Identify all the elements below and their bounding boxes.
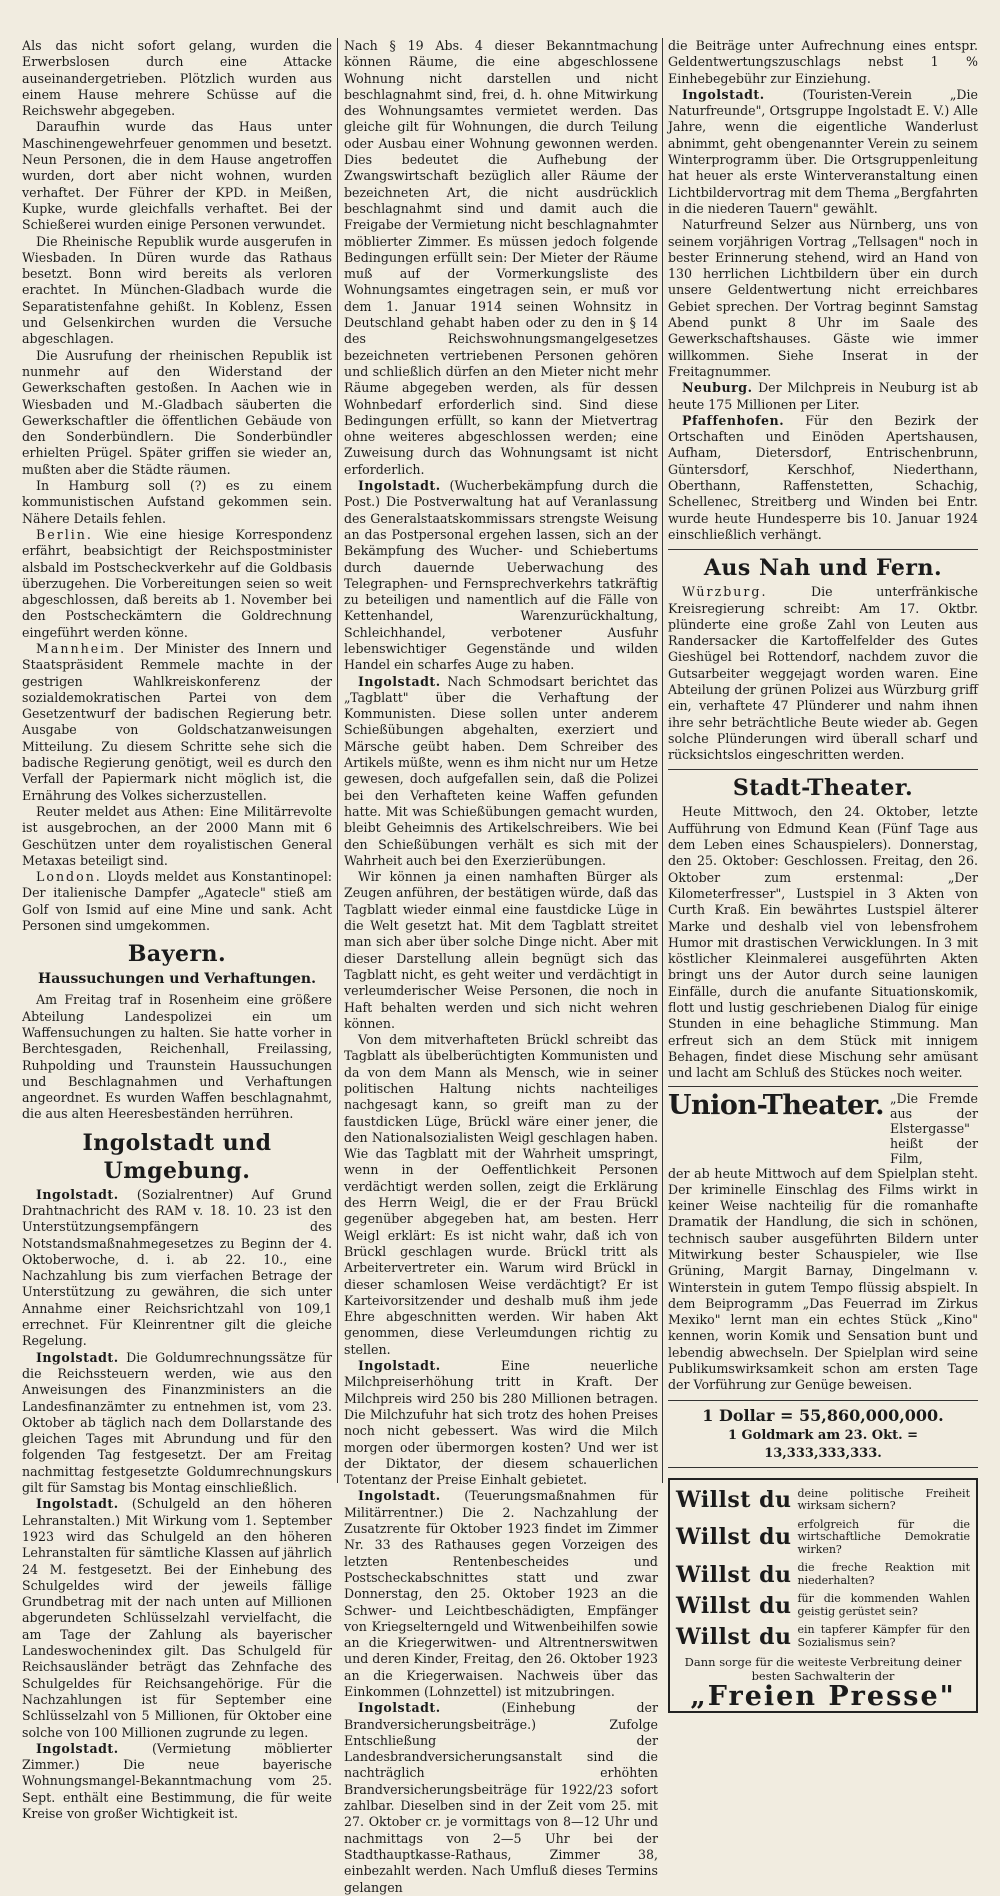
- article-text: Der Milchpreis in Neuburg ist ab heute 175 Millionen per Liter.: [668, 380, 978, 412]
- ad-question: erfolgreich für die wirtschaftliche Demokratie wirken?: [797, 1517, 970, 1556]
- ad-slogan: Willst du: [676, 1623, 792, 1650]
- article-paragraph: Daraufhin wurde das Haus unter Maschinengewehrfeuer genommen und besetzt. Neun Personen, die in dem Hause angetroffen wurden, dort aber nicht wohnen, wurden verhaftet. Der Führer der KPD. in Meißen, Kupke, wurde gleichfalls verhaftet. Bei der Schießerei wurden einige Personen verwundet.: [22, 119, 332, 233]
- ad-row: [676, 1519, 970, 1557]
- section-heading-ingolstadt: Ingolstadt und Umgebung.: [82, 1129, 272, 1184]
- article-text: Die Goldumrechnungssätze für die Reichssteuern werden, wie aus den Anweisungen des Finanzministers an die Landesfinanzämter zu entnehmen ist, vom 23. Oktober ab täglich nach dem Dollarstande des gleichen Tages mit Abrundung und für den folgenden Tag festgesetzt. Der am Freitag nachmittag festgesetzte Goldumrechnungskurs gilt für Samstag bis Montag einschließlich.: [22, 1349, 332, 1496]
- article-paragraph: [22, 869, 332, 934]
- ad-newspaper-name: „Freien Presse": [690, 1681, 956, 1713]
- article-paragraph: [344, 674, 658, 870]
- ad-question: ein tapferer Kämpfer für den Sozialismus sein?: [797, 1623, 970, 1649]
- union-theater-header: [668, 1091, 978, 1166]
- section-subheading: Haussuchungen und Verhaftungen.: [38, 971, 316, 988]
- dateline: Ingolstadt.: [358, 478, 441, 494]
- article-paragraph: Am Freitag traf in Rosenheim eine größere Abteilung Landespolizei ein um Waffensuchungen zu halten. Sie hatte vorher in Berchtesgaden, Reichenhall, Freilassing, Ruhpolding und Traunstein Haussuchungen und Beschlagnahmen und Verhaftungen angeordnet. Es wurden Waffen beschlagnahmt, die aus alten Heeresbeständen herrühren.: [22, 992, 332, 1122]
- exchange-rate-box: [668, 1400, 978, 1468]
- article-text: (Touristen-Verein „Die Naturfreunde", Ortsgruppe Ingolstadt E. V.) Alle Jahre, wenn die eigentliche Wanderlust abnimmt, geht obengenannter Verein zu seinem Winterprogramm über. Die Ortsgruppenleitung hat heuer als erste Winterveranstaltung einen Lichtbildervortrag mit dem Thema „Bergfahrten in die niederen Tauern" gewählt.: [668, 86, 978, 216]
- ad-question: deine politische Freiheit wirksam sichern?: [797, 1486, 970, 1513]
- article-text: (Schulgeld an den höheren Lehranstalten.) Mit Wirkung vom 1. September 1923 wird das Schulgeld an den höheren Lehranstalten für sämtliche Klassen auf jährlich 24 M. festgesetzt. Bei der Einhebung des Schulgeldes wird der jeweils fällige Grundbetrag mit der nach unten auf Millionen abgerundeten Schlüsselzahl vervielfacht, die am Tage der Zahlung als bayerischer Landeswochenindex gilt. Das Schulgeld für Reichsausländer beträgt das Zehnfache des Schulgeldes für Reichsangehörige. Für die Nachzahlungen ist für September eine Schlüsselzahl von 5 Millionen, für Oktober eine solche von 100 Millionen zugrunde zu legen.: [22, 1496, 332, 1740]
- article-paragraph: Von dem mitverhafteten Brückl schreibt das Tagblatt als übelberüchtigten Kommunisten und da von dem Mann als Mensch, wie in seiner politischen Haltung nichts nachteiliges nachgesagt kann, so greift man zu der faustdicken Lüge, Brückl wäre einer jener, die den Nationalsozialisten Weigl geschlagen haben. Wie das Tagblatt mit der Wahrheit umspringt, wenn in der Oeffentlichkeit Personen verdächtigt werden sollen, zeigt die Erklärung des Herrn Weigl, die er der Frau Brückl gegenüber abgegeben hat, am besten. Herr Weigl erklärt: Es ist nicht wahr, daß ich von Brückl geschlagen wurde. Brückl tritt als Arbeitervertreter ein. Warum wird Brückl in dieser schamlosen Weise verdächtigt? Er ist Karteivorsitzender und deshalb muß ihm jede Ehre abgeschnitten werden. Wir haben Akt genommen, diese Verleumdungen richtig zu stellen.: [344, 1032, 658, 1357]
- article-text: Nach Schmodsart berichtet das „Tagblatt" über die Verhaftung der Kommunisten. Diese sollen unter anderem Schießübungen abgehalten, exerziert und Märsche geübt haben. Dem Schreiber des Artikels müßte, wenn es ihm nicht nur um Hetze gewesen, doch aufgefallen sein, daß die Polizei bei den Verhafteten keine Waffen gefunden hatte. Mit was Schießübungen gemacht wurden, bleibt Geheimnis des Artikelschreibers. Wie bei den Schießübungen verhält es sich mit der Wahrheit auch bei den Exerzierübungen.: [344, 673, 658, 868]
- article-paragraph: Nach § 19 Abs. 4 dieser Bekanntmachung können Räume, die eine abgeschlossene Wohnung nicht darstellen und nicht beschlagnahmt sind, frei, d. h. ohne Mitwirkung des Wohnungsamtes vermietet werden. Das gleiche gilt für Wohnungen, die durch Teilung oder Ausbau einer Wohnung gewonnen werden. Dies bedeutet die Aufhebung der Zwangswirtschaft bezüglich aller Räume der bezeichneten Art, die nicht ausdrücklich beschlagnahmt sind und damit auch die Freigabe der Vermietung nicht beschlagnahmter möblierter Zimmer. Es müssen jedoch folgende Bedingungen erfüllt sein: Der Mieter der Räume muß auf der Vormerkungsliste des Wohnungsamtes eingetragen sein, er muß vor dem 1. Januar 1914 seinen Wohnsitz in Deutschland gehabt haben oder zu den in § 14 des Reichswohnungsmangelgesetzes bezeichneten vertriebenen Personen gehören und schließlich dürfen an den Mieter nicht mehr Räume abgegeben werden, als für dessen Wohnbedarf erforderlich sind. Sind diese Bedingungen erfüllt, so kann der Mietvertrag ohne weiteres abgeschlossen werden; eine Zuweisung durch das Wohnungsamt ist nicht erforderlich.: [344, 38, 658, 477]
- article-text: (Vermietung möblierter Zimmer.) Die neue bayerische Wohnungsmangel-Bekanntmachung vom 25. Sept. enthält eine Bestimmung, die für weite Kreise von großer Wichtigkeit ist.: [22, 1740, 332, 1821]
- column-rule: [337, 38, 338, 1483]
- column-1: [22, 38, 332, 1821]
- article-paragraph: [668, 413, 978, 543]
- article-paragraph: Die Rheinische Republik wurde ausgerufen in Wiesbaden. In Düren wurde das Rathaus besetzt. Bonn wird bereits als verloren erachtet. In München-Gladbach wurde die Separatistenfahne gehißt. In Koblenz, Essen und Gelsenkirchen wurden die Versuche abgeschlagen.: [22, 233, 332, 347]
- article-paragraph: [22, 527, 332, 641]
- article-paragraph: Reuter meldet aus Athen: Eine Militärrevolte ist ausgebrochen, an der 2000 Mann mit 6 Geschützen unter dem royalistischen General Metaxas beteiligt sind.: [22, 803, 332, 868]
- article-paragraph: Als das nicht sofort gelang, wurden die Erwerbslosen durch eine Attacke auseinandergetrieben. Plötzlich wurden aus einem Hause mehrere Schüsse auf die Reichswehr abgegeben.: [22, 38, 332, 119]
- article-text: Der Minister des Innern und Staatspräsident Remmele machte in der gestrigen Wahlkreiskonferenz der sozialdemokratischen Partei von dem Gesetzentwurf der badischen Regierung betr. Ausgabe von Goldschatzanweisungen Mitteilung. Zu diesem Schritte sehe sich die badische Regierung genötigt, weil es durch den Verfall der Papiermark nicht möglich ist, die Ernährung des Volkes sicherzustellen.: [22, 640, 332, 803]
- ad-question: die freche Reaktion mit niederhalten?: [797, 1561, 970, 1587]
- article-text: (Teuerungsmaßnahmen für Militärrentner.) Die 2. Nachzahlung der Zusatzrente für Oktober 1923 findet im Zimmer Nr. 33 des Rathauses gegen Vorzeigen des letzten Rentenbescheides und Postscheckabschnittes statt und zwar Donnerstag, den 25. Oktober 1923 an die Schwer- und Leichtbeschädigten, Empfänger von Kriegselterngeld und Witwenbeihilfen sowie an die Kriegerwitwen- und Altrentnerswitwen und deren Kinder, Freitag, den 26. Oktober 1923 an die Kriegerwaisen. Nachweis über das Einkommen (Lohnzettel) ist mitzubringen.: [344, 1488, 658, 1699]
- freie-presse-advertisement: [668, 1478, 978, 1714]
- dateline: Ingolstadt.: [682, 86, 765, 102]
- article-text: (Sozialrentner) Auf Grund Drahtnachricht des RAM v. 18. 10. 23 ist den Unterstützungsempfängern des Notstandsmaßnahmegesetzes zu Beginn der 4. Oktoberwoche, d. i. ab 22. 10., eine Nachzahlung bis zum vierfachen Betrage der Unterstützung zu gewähren, die sich unter Annahme einer Reichsrichtzahl von 109,1 errechnet. Für Kleinrentner gilt die gleiche Regelung.: [22, 1186, 332, 1349]
- article-paragraph: [344, 1358, 658, 1488]
- article-paragraph: die Beiträge unter Aufrechnung eines entspr. Geldentwertungszuschlags nebst 1 % Einhebegebühr zur Einziehung.: [668, 38, 978, 86]
- ad-row: [676, 1562, 970, 1587]
- film-title-note: „Die Fremde aus der Elstergasse" heißt der Film,: [890, 1090, 978, 1166]
- article-paragraph: [668, 87, 978, 217]
- dateline: London.: [36, 869, 102, 885]
- column-2: [344, 38, 658, 1895]
- article-text: (Wucherbekämpfung durch die Post.) Die Postverwaltung hat auf Veranlassung des Generalstaatskommissars strengste Weisung an das Postpersonal ergehen lassen, sich an der Bekämpfung des Wucher- und Schiebertums durch dauernde Ueberwachung des Telegraphen- und Fernsprechverkehrs tatkräftig zu beteiligen und namentlich auf die Fälle von Kettenhandel, Warenzurückhaltung, Schleichhandel, verbotener Ausfuhr lebenswichtiger Gegenstände und wilden Handel ein scharfes Auge zu haben.: [344, 478, 658, 673]
- article-paragraph: Naturfreund Selzer aus Nürnberg, uns von seinem vorjährigen Vortrag „Tellsagen" noch in bester Erinnerung stehend, wird an Hand von 130 herrlichen Lichtbildern über ein durch unsere Geldentwertung nicht erreichbares Gebiet sprechen. Der Vortrag beginnt Samstag Abend punkt 8 Uhr im Saale des Gewerkschaftshauses. Gäste wie immer willkommen. Siehe Inserat in der Freitagnummer.: [668, 217, 978, 379]
- article-paragraph: der ab heute Mittwoch auf dem Spielplan steht. Der kriminelle Einschlag des Films wirkt in keiner Weise nachteilig für die romanhafte Dramatik der Handlung, die sich in schönen, technisch sauber ausgeführten Bildern unter Mitwirkung bester Schauspieler, wie Ilse Grüning, Margit Barnay, Dingelmann v. Winterstein in gutem Tempo flüssig abspielt. In dem Beiprogramm „Das Feuerrad im Zirkus Mexiko" lernt man ein echtes Stück „Kino" kennen, worin Komik und Sensation bunt und lebendig abwechseln. Der Spielplan wird seine Publikumswirksamkeit schon am ersten Tage der Vorführung zur Genüge beweisen.: [668, 1165, 978, 1393]
- ad-slogan: Willst du: [676, 1561, 792, 1588]
- article-text: Eine neuerliche Milchpreiserhöhung tritt in Kraft. Der Milchpreis wird 250 bis 280 Millionen betragen. Die Milchzufuhr hat sich trotz des hohen Preises noch nicht gebessert. Was wird die Milch morgen oder übermorgen kosten? Und wer ist der Diktator, der diesem schauerlichen Totentanz der Preise Einhalt gebietet.: [344, 1358, 658, 1488]
- article-paragraph: [22, 1496, 332, 1740]
- dateline: Neuburg.: [682, 380, 753, 396]
- article-paragraph: [22, 1741, 332, 1822]
- article-paragraph: [22, 1187, 332, 1350]
- ad-slogan: Willst du: [676, 1524, 792, 1551]
- ad-question: für die kommenden Wahlen geistig gerüstet sein?: [797, 1592, 970, 1618]
- article-paragraph: Heute Mittwoch, den 24. Oktober, letzte Aufführung von Edmund Kean (Fünf Tage aus dem Leben eines Schauspielers). Donnerstag, den 25. Oktober: Geschlossen. Freitag, den 26. Oktober zum erstenmal: „Der Kilometerfresser", Lustspiel in 3 Akten von Curth Kraß. Ein bewährtes Lustspiel älterer Marke und deshalb viel von lebensfrohem Humor mit drastischen Verwicklungen. In 3 mit köstlicher Kleinmalerei ausgeführten Akten bringt uns der Autor durch seine launigen Einfälle, durch die anufante Situationskomik, flott und lustig geschriebenen Dialog für einige Stunden in eine behagliche Stimmung. Man erfreut sich an dem Stück mit innigem Behagen, findet diese Mischung sehr amüsant und lacht am Schluß des Stückes noch weiter.: [668, 804, 978, 1081]
- dateline: Würzburg.: [682, 584, 768, 600]
- ad-slogan: Willst du: [676, 1487, 792, 1514]
- dollar-rate: 1 Dollar = 55,860,000,000.: [702, 1405, 944, 1425]
- article-paragraph: [22, 1350, 332, 1497]
- dateline: Ingolstadt.: [36, 1186, 119, 1202]
- article-paragraph: [668, 584, 978, 763]
- article-paragraph: [344, 478, 658, 674]
- dateline: Mannheim.: [36, 640, 127, 656]
- section-heading-bayern: Bayern.: [127, 941, 227, 968]
- article-paragraph: Die Ausrufung der rheinischen Republik ist nunmehr auf den Widerstand der Gewerkschaften gestoßen. In Aachen wie in Wiesbaden und M.-Gladbach säuberten die Gewerkschaftler die öffentlichen Gebäude von den Sonderbündlern. Die Sonderbündler erhielten Prügel. Später griffen sie wieder an, mußten aber die Städte räumen.: [22, 347, 332, 477]
- dateline: Ingolstadt.: [358, 1488, 441, 1504]
- section-heading-stadt-theater: Stadt-Theater.: [668, 769, 978, 802]
- dateline: Ingolstadt.: [358, 1700, 441, 1716]
- ad-row: [676, 1593, 970, 1618]
- article-paragraph: [22, 641, 332, 804]
- ad-slogan: Willst du: [676, 1592, 792, 1619]
- divider: [668, 1086, 978, 1087]
- union-theater-logo: Union-Theater.: [668, 1089, 885, 1121]
- article-text: (Einhebung der Brandversicherungsbeiträge.) Zufolge Entschließung der Landesbrandversicherungsanstalt sind die nachträglich erhöhten Brandversicherungsbeiträge für 1922/23 sofort zahlbar. Dieselben sind in der Zeit vom 25. mit 27. Oktober cr. je vormittags von 8—12 Uhr und nachmittags von 2—5 Uhr bei der Stadthauptkasse-Rathaus, Zimmer 38, einbezahlt werden. Nach Umfluß dieses Termins gelangen: [344, 1700, 658, 1895]
- article-text: Wie eine hiesige Korrespondenz erfährt, beabsichtigt der Reichspostminister alsbald im Postscheckverkehr auf die Goldbasis überzugehen. Die Vorbereitungen seien so weit abgeschlossen, daß bereits ab 1. November bei den Postscheckämtern die Goldrechnung eingeführt werden könne.: [22, 526, 332, 640]
- ad-row: [676, 1624, 970, 1649]
- dateline: Berlin.: [36, 526, 93, 542]
- section-heading-nah-fern: Aus Nah und Fern.: [668, 549, 978, 582]
- article-paragraph: [344, 1700, 658, 1896]
- dateline: Ingolstadt.: [36, 1740, 119, 1756]
- article-text: Für den Bezirk der Ortschaften und Einöden Apertshausen, Aufham, Dietersdorf, Entrischenbrunn, Güntersdorf, Kerschhof, Niederthann, Oberthann, Raffenstetten, Schachig, Schellenec, Streitberg und Winden bei Entr. wurde heute Hundesperre bis 10. Januar 1924 einschließlich verhängt.: [668, 412, 978, 542]
- article-paragraph: [668, 380, 978, 413]
- dateline: Ingolstadt.: [358, 673, 441, 689]
- goldmark-rate: 1 Goldmark am 23. Okt. = 13,333,333,333.: [727, 1427, 919, 1461]
- column-3: [668, 38, 978, 1713]
- dateline: Ingolstadt.: [358, 1358, 441, 1374]
- article-paragraph: [344, 1488, 658, 1700]
- article-text: Lloyds meldet aus Konstantinopel: Der italienische Dampfer „Agatecle" stieß am Golf von Ismid auf eine Mine und sank. Acht Personen sind umgekommen.: [22, 869, 332, 934]
- ad-footer: Dann sorge für die weiteste Verbreitung deiner besten Sachwalterin der: [684, 1655, 962, 1684]
- article-paragraph: Wir können ja einen namhaften Bürger als Zeugen anführen, der bestätigen würde, daß das Tagblatt wieder einmal eine faustdicke Lüge in die Welt gesetzt hat. Mit dem Tagblatt streitet man sich aber über solche Dinge nicht. Aber mit dieser Darstellung allein begnügt sich das Tagblatt nicht, es geht weiter und verdächtigt in verleumderischer Weise Personen, die noch in Haft behalten werden und sich nicht wehren können.: [344, 869, 658, 1031]
- dateline: Ingolstadt.: [36, 1349, 119, 1365]
- dateline: Pfaffenhofen.: [682, 412, 785, 428]
- column-rule: [662, 38, 663, 1483]
- article-text: Die unterfränkische Kreisregierung schreibt: Am 17. Oktbr. plünderte eine große Zahl von Leuten aus Randersacker die Kartoffelfelder des Gutes Gieshügel bei Rottendorf, nachdem zuvor die Gutsarbeiter weggejagt worden waren. Eine Abteilung der grünen Polizei aus Würzburg griff ein, verhaftete 47 Plünderer und nahm ihnen ihre sehr beträchtliche Beute wieder ab. Gegen solche Plünderungen wird überall scharf und rücksichtslos eingeschritten werden.: [668, 584, 978, 763]
- ad-row: [676, 1488, 970, 1513]
- article-paragraph: In Hamburg soll (?) es zu einem kommunistischen Aufstand gekommen sein. Nähere Details fehlen.: [22, 478, 332, 526]
- dateline: Ingolstadt.: [36, 1496, 119, 1512]
